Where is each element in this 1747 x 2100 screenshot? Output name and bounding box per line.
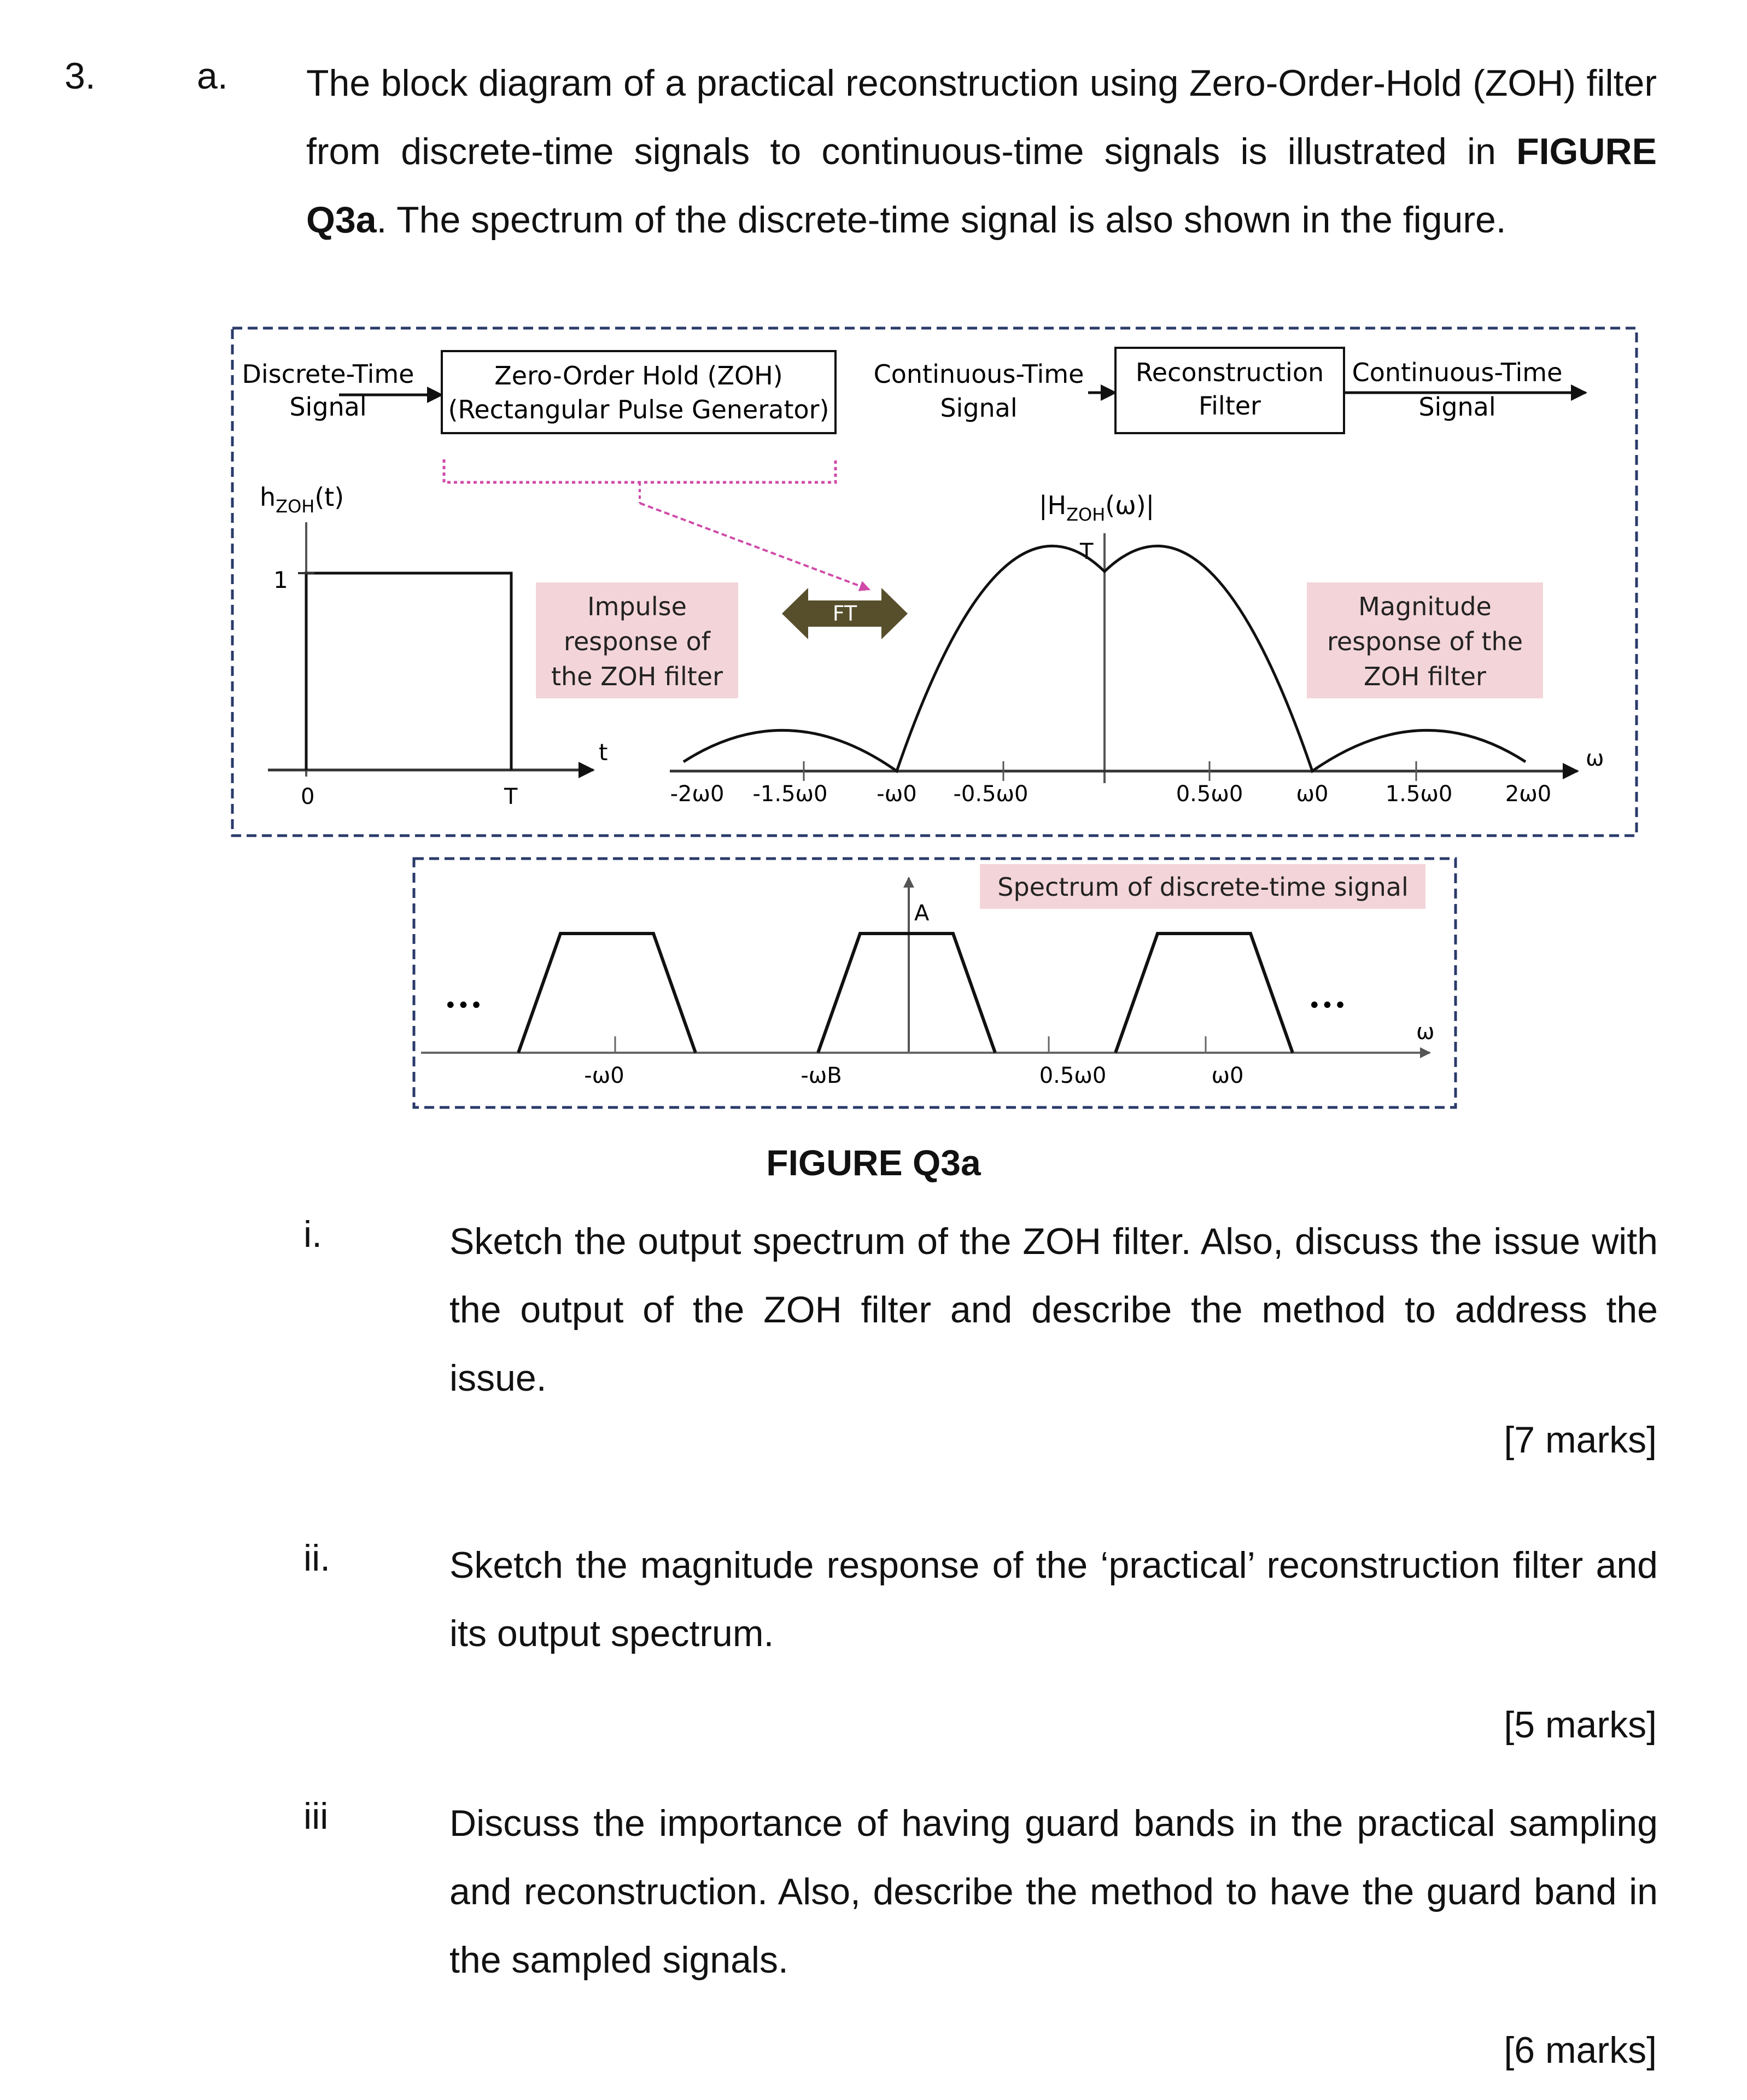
zoh-block-label-2: (Rectangular Pulse Generator)	[448, 395, 829, 424]
impulse-ylabel-main: h	[260, 482, 276, 512]
impulse-x-tick-T: T	[504, 784, 518, 809]
subquestion-label: iii	[303, 1795, 329, 1837]
impulse-ylabel-sub: ZOH	[276, 496, 315, 517]
impulse-x-tick-0: 0	[301, 784, 315, 809]
magnitude-peak-label: T	[1080, 539, 1094, 564]
spectrum-trapezoid-center	[818, 934, 995, 1053]
magnitude-title-pre: |H	[1039, 491, 1067, 520]
magnitude-title-post: (ω)|	[1105, 491, 1155, 520]
magnitude-tick-label: -0.5ω0	[953, 781, 1029, 807]
subquestion-label: i.	[303, 1214, 322, 1255]
marks-label: [6 marks]	[1504, 2029, 1657, 2071]
spectrum-ellipsis-right: •••	[1308, 993, 1347, 1018]
impulse-ylabel	[260, 482, 344, 517]
intro-text-2: . The spectrum of the discrete-time signal is also shown in the figure.	[376, 199, 1506, 241]
magnitude-callout-1: Magnitude	[1358, 592, 1492, 621]
subquestion-text: Sketch the magnitude response of the ‘practical’ reconstruction filter and its output spectrum.	[449, 1544, 1658, 1654]
magnitude-tick-label: 0.5ω0	[1176, 781, 1243, 807]
spectrum-x-axis-label: ω	[1416, 1019, 1435, 1045]
marks-label: [5 marks]	[1504, 1704, 1657, 1746]
subquestion-label: ii.	[303, 1537, 331, 1579]
output-signal-label-2: Signal	[1418, 392, 1496, 422]
spectrum-title: Spectrum of discrete-time signal	[997, 872, 1409, 902]
recon-block-label-2: Filter	[1199, 391, 1261, 421]
impulse-callout-1: Impulse	[587, 592, 687, 621]
spectrum-peak-label: A	[914, 901, 930, 926]
spectrum-trapezoid-left	[518, 934, 696, 1053]
magnitude-tick-label: ω0	[1296, 781, 1329, 807]
impulse-callout-2: response of	[564, 627, 710, 656]
zoh-block-label-1: Zero-Order Hold (ZOH)	[494, 361, 783, 390]
magnitude-tick-label: -2ω0	[670, 781, 724, 807]
spectrum-tick-label: 0.5ω0	[1039, 1063, 1107, 1088]
impulse-pulse	[306, 573, 511, 770]
zoh-to-ft-pointer	[640, 503, 869, 590]
magnitude-tick-label: -1.5ω0	[752, 781, 828, 807]
subquestion-text: Sketch the output spectrum of the ZOH filter. Also, discuss the issue with the output of the ZOH filter and describe the method to address the issue.	[449, 1221, 1658, 1399]
magnitude-tick-label: 2ω0	[1505, 781, 1552, 807]
question-part-label: a.	[197, 55, 228, 97]
subquestion-text: Discuss the importance of having guard bands in the practical sampling and reconstruction. Also, describe the method to have the guard band in the sampled signals.	[449, 1802, 1658, 1981]
impulse-y-tick: 1	[273, 567, 288, 593]
spectrum-tick-label: -ω0	[584, 1063, 624, 1088]
intro-text-1: The block diagram of a practical reconstruction using Zero-Order-Hold (ZOH) filter from discrete-time signals to continuous-time signals is illustrated in	[306, 62, 1657, 172]
magnitude-callout-2: response of the	[1327, 627, 1523, 656]
input-signal-label-2: Signal	[289, 392, 367, 422]
magnitude-title	[1039, 491, 1154, 525]
recon-block-label-1: Reconstruction	[1135, 358, 1324, 387]
magnitude-callout-3: ZOH filter	[1364, 662, 1486, 691]
input-signal-label-1: Discrete-Time	[242, 359, 414, 389]
impulse-x-axis-label: t	[599, 739, 608, 766]
mid-signal-label-1: Continuous-Time	[873, 359, 1084, 389]
spectrum-tick-label: ω0	[1211, 1063, 1244, 1088]
ft-label: FT	[832, 602, 857, 626]
marks-label: [7 marks]	[1504, 1419, 1657, 1461]
spectrum-ellipsis-left: •••	[444, 993, 483, 1018]
impulse-callout-3: the ZOH filter	[551, 662, 723, 691]
spectrum-plot	[421, 864, 1435, 1088]
magnitude-x-axis-label: ω	[1586, 746, 1604, 771]
output-signal-label-1: Continuous-Time	[1352, 358, 1563, 387]
block-diagram	[242, 348, 1586, 433]
magnitude-tick-label: -ω0	[877, 781, 917, 807]
magnitude-title-sub: ZOH	[1066, 504, 1106, 525]
figure-caption: FIGURE Q3a	[766, 1142, 981, 1183]
intro-figure-ref: FIGURE Q3a	[306, 131, 1657, 241]
spectrum-trapezoid-right	[1115, 934, 1293, 1053]
spectrum-tick-label: -ωB	[801, 1063, 842, 1088]
zoh-brace	[444, 459, 835, 482]
magnitude-tick-label: 1.5ω0	[1385, 781, 1453, 807]
mid-signal-label-2: Signal	[940, 393, 1018, 423]
question-number: 3.	[65, 55, 96, 97]
impulse-ylabel-arg: (t)	[314, 482, 344, 512]
